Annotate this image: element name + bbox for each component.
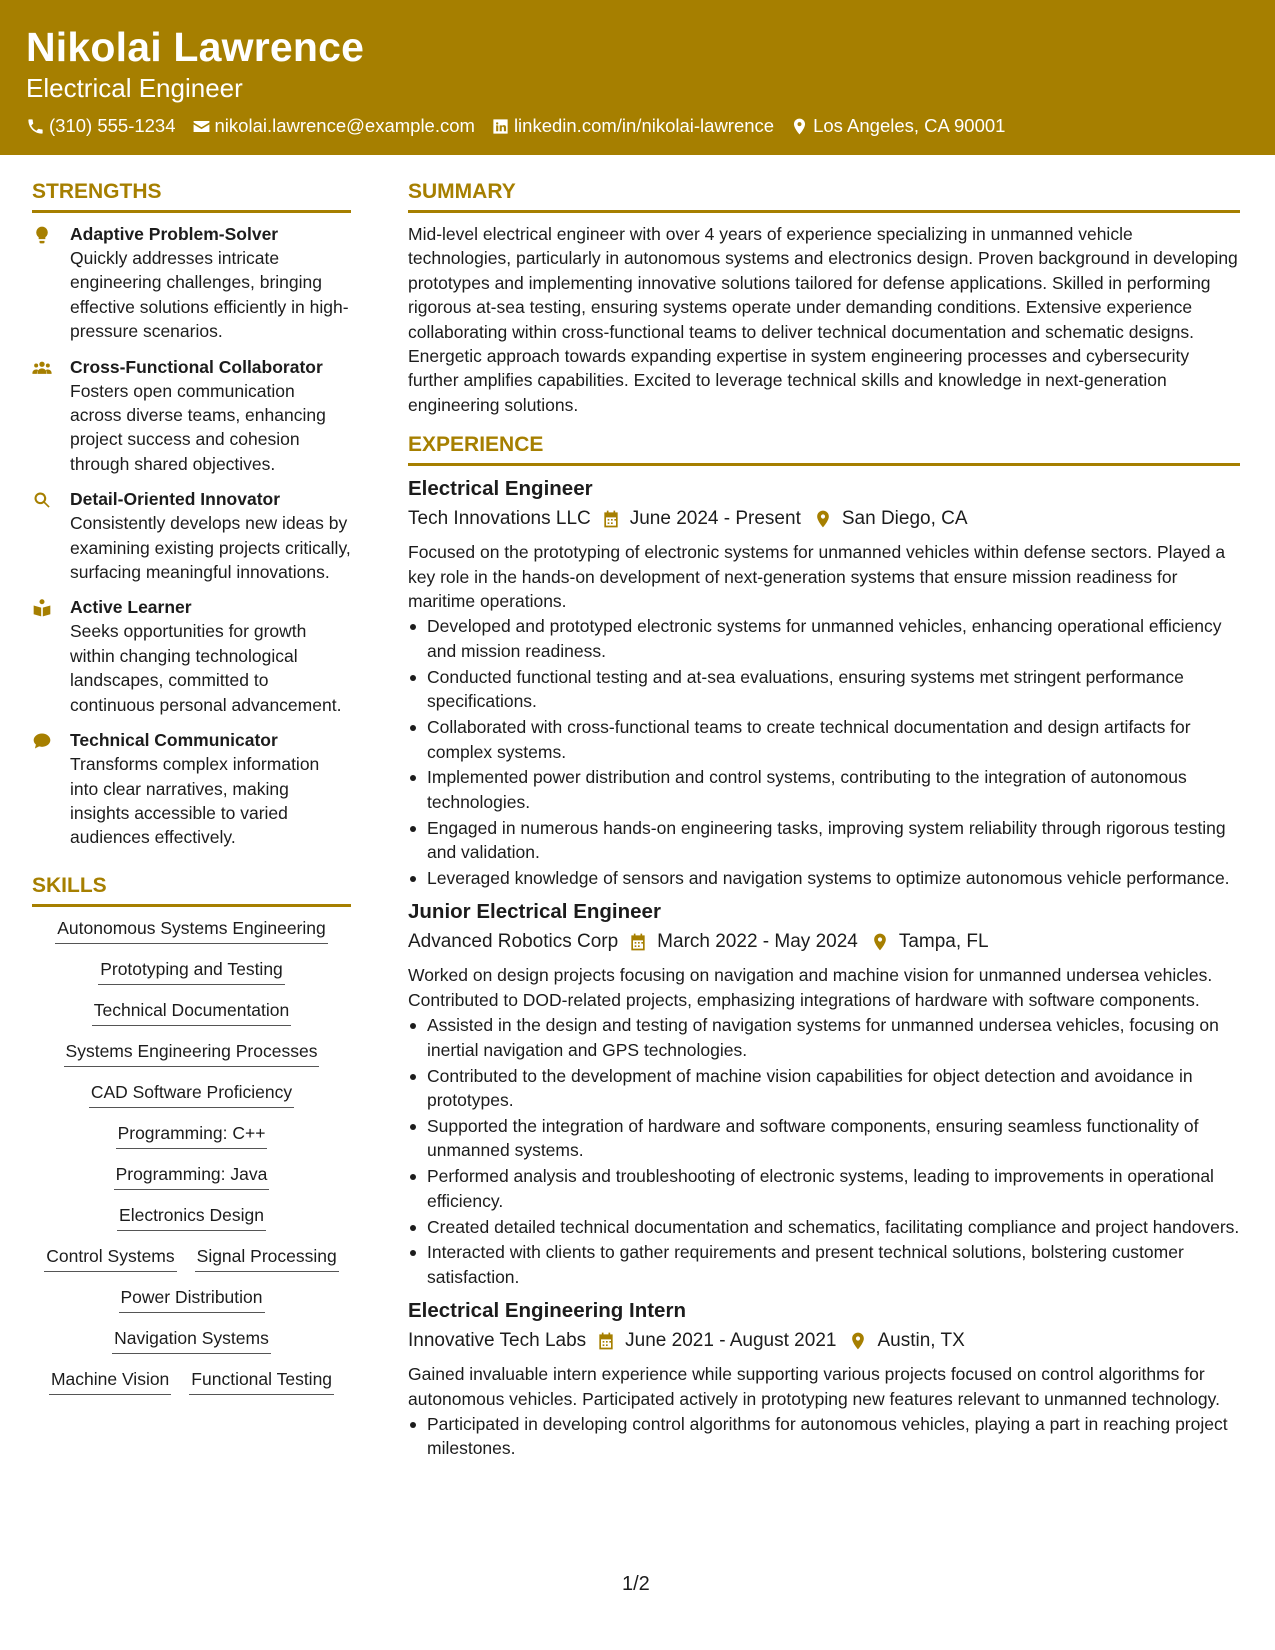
right-column (408, 178, 1240, 1462)
job-entry (408, 1297, 1240, 1461)
job-bullet: Assisted in the design and testing of navigation systems for unmanned undersea vehicles, focusing on inertial navigation and GPS technologies. (408, 1013, 1240, 1062)
skill-tag: Systems Engineering Processes (64, 1039, 320, 1067)
strength-item (32, 355, 351, 477)
job-bullet: Developed and prototyped electronic systems for unmanned vehicles, enhancing operational efficiency and mission readiness. (408, 614, 1240, 663)
job-entry (408, 898, 1240, 1289)
map-pin-icon (790, 117, 809, 136)
map-pin-icon (870, 932, 890, 952)
job-meta (408, 505, 1240, 533)
job-bullet: Contributed to the development of machine vision capabilities for object detection and avoidance in prototypes. (408, 1064, 1240, 1113)
job-bullet: Conducted functional testing and at-sea evaluations, ensuring systems met stringent performance specifications. (408, 665, 1240, 714)
strength-desc: Seeks opportunities for growth within changing technological landscapes, committed to continuous personal advancement. (70, 621, 342, 715)
job-location: Tampa, FL (898, 931, 989, 953)
strength-title: Active Learner (70, 597, 192, 618)
job-title: Electrical Engineer (408, 477, 593, 501)
strength-item (32, 222, 351, 344)
job-description: Worked on design projects focusing on navigation and machine vision for unmanned undersea vehicles. Contributed to DOD-related projects, emphasizing integrations of hardware with software components. (408, 965, 1213, 1010)
strength-desc: Consistently develops new ideas by examining existing projects critically, surfacing meaningful innovations. (70, 513, 351, 583)
strength-title: Detail-Oriented Innovator (70, 489, 281, 510)
phone-icon (26, 117, 45, 136)
job-location: San Diego, CA (841, 508, 968, 530)
job-meta (408, 928, 1240, 956)
job-company: Innovative Tech Labs (408, 1330, 587, 1352)
job-title: Junior Electrical Engineer (408, 900, 661, 924)
strengths-title: STRENGTHS (32, 178, 351, 213)
job-dates: June 2021 - August 2021 (625, 1330, 837, 1352)
skill-tag: Functional Testing (189, 1367, 334, 1395)
page-number: 1/2 (622, 1573, 650, 1595)
book-reader-icon (32, 598, 52, 618)
comment-icon (32, 731, 52, 751)
skill-tag: Power Distribution (119, 1285, 265, 1313)
summary-title: SUMMARY (408, 178, 1240, 213)
search-icon (32, 490, 52, 510)
linkedin-icon (491, 117, 510, 136)
strength-title: Cross-Functional Collaborator (70, 356, 323, 377)
job-bullet: Leveraged knowledge of sensors and navigation systems to optimize autonomous vehicle performance. (408, 866, 1240, 890)
job-bullet: Interacted with clients to gather requirements and present technical solutions, bolstering customer satisfaction. (408, 1240, 1240, 1289)
skill-tag: Prototyping and Testing (98, 957, 285, 985)
job-company: Tech Innovations LLC (408, 508, 591, 530)
calendar-icon (596, 1331, 616, 1351)
skill-tag: Autonomous Systems Engineering (55, 916, 327, 944)
skills-title: SKILLS (32, 872, 351, 907)
job-bullets (408, 614, 1240, 890)
job-title: Electrical Engineering Intern (408, 1299, 686, 1323)
skill-tag: Programming: C++ (116, 1121, 268, 1149)
job-meta (408, 1327, 1240, 1355)
job-bullets (408, 1013, 1240, 1289)
job-bullet: Collaborated with cross-functional teams to create technical documentation and design artifacts for complex systems. (408, 715, 1240, 764)
contact-phone[interactable] (26, 114, 176, 138)
map-pin-icon (848, 1331, 868, 1351)
experience-title: EXPERIENCE (408, 431, 1240, 466)
strength-item (32, 595, 351, 717)
job-bullet: Performed analysis and troubleshooting of electronic systems, leading to improvements in operational efficiency. (408, 1164, 1240, 1213)
lightbulb-icon (32, 225, 52, 245)
contact-linkedin[interactable] (491, 114, 774, 138)
strength-title: Adaptive Problem-Solver (70, 224, 279, 244)
job-description: Gained invaluable intern experience while supporting various projects focused on control algorithms for autonomous vehicles. Participated actively in prototyping new features relevant to unmanned technology. (408, 1364, 1220, 1409)
skill-tag: Machine Vision (49, 1367, 171, 1395)
skill-tag: CAD Software Proficiency (89, 1080, 294, 1108)
job-entry (408, 475, 1240, 890)
job-description: Focused on the prototyping of electronic systems for unmanned vehicles within defense sectors. Played a key role in the hands-on development of next-generation systems that ensure mission readiness for maritime operations. (408, 542, 1226, 612)
skill-tag: Technical Documentation (92, 998, 292, 1026)
candidate-role: Electrical Engineer (26, 73, 243, 103)
skills-list (32, 916, 351, 1395)
strength-desc: Transforms complex information into clear narratives, making insights accessible to varied audiences effectively. (70, 754, 320, 848)
linkedin-text: linkedin.com/in/nikolai-lawrence (513, 115, 775, 136)
contact-location (790, 114, 1005, 138)
summary-text: Mid-level electrical engineer with over 4 years of experience specializing in unmanned vehicle technologies, particularly in autonomous systems and electronics design. Proven background in developing prototypes and implementing innovative solutions tailored for defense applications. Skilled in performing rigorous at-sea testing, ensuring systems operate under demanding conditions. Extensive experience collaborating within cross-functional teams to deliver technical documentation and schematic designs. Energetic approach towards expanding expertise in system engineering processes and cybersecurity further amplifies capabilities. Excited to leverage technical skills and knowledge in next-generation engineering solutions. (408, 224, 1238, 415)
job-bullet: Created detailed technical documentation and schematics, facilitating compliance and project handovers. (408, 1215, 1240, 1239)
strength-item (32, 728, 351, 850)
phone-text: (310) 555-1234 (49, 115, 176, 136)
strength-item (32, 487, 351, 584)
calendar-icon (601, 509, 621, 529)
contact-email[interactable] (192, 114, 475, 138)
job-bullets (408, 1412, 1240, 1461)
skill-tag: Control Systems (44, 1244, 176, 1272)
skill-tag: Signal Processing (195, 1244, 339, 1272)
strength-title: Technical Communicator (70, 730, 278, 751)
email-text: nikolai.lawrence@example.com (214, 115, 475, 136)
envelope-icon (192, 117, 211, 136)
job-bullet: Engaged in numerous hands-on engineering tasks, improving system reliability through rigorous testing and validation. (408, 816, 1240, 865)
job-location: Austin, TX (877, 1330, 965, 1352)
users-icon (32, 358, 52, 378)
contact-bar (26, 114, 1249, 138)
map-pin-icon (813, 509, 833, 529)
job-dates: June 2024 - Present (629, 508, 801, 530)
candidate-name: Nikolai Lawrence (26, 24, 365, 70)
job-bullet: Supported the integration of hardware and software components, ensuring seamless functionality of unmanned systems. (408, 1114, 1240, 1163)
strength-desc: Quickly addresses intricate engineering challenges, bringing effective solutions efficiently in high-pressure scenarios. (70, 248, 349, 342)
job-bullet: Implemented power distribution and control systems, contributing to the integration of autonomous technologies. (408, 765, 1240, 814)
job-dates: March 2022 - May 2024 (657, 931, 858, 953)
skill-tag: Navigation Systems (112, 1326, 271, 1354)
job-company: Advanced Robotics Corp (408, 931, 619, 953)
left-column (32, 178, 351, 1408)
skill-tag: Electronics Design (117, 1203, 266, 1231)
job-bullet: Participated in developing control algorithms for autonomous vehicles, playing a part in reaching project milestones. (408, 1412, 1240, 1461)
skill-tag: Programming: Java (114, 1162, 270, 1190)
strength-desc: Fosters open communication across diverse teams, enhancing project success and cohesion through shared objectives. (70, 380, 326, 474)
resume-header (0, 0, 1275, 155)
calendar-icon (628, 932, 648, 952)
location-text: Los Angeles, CA 90001 (813, 115, 1006, 136)
